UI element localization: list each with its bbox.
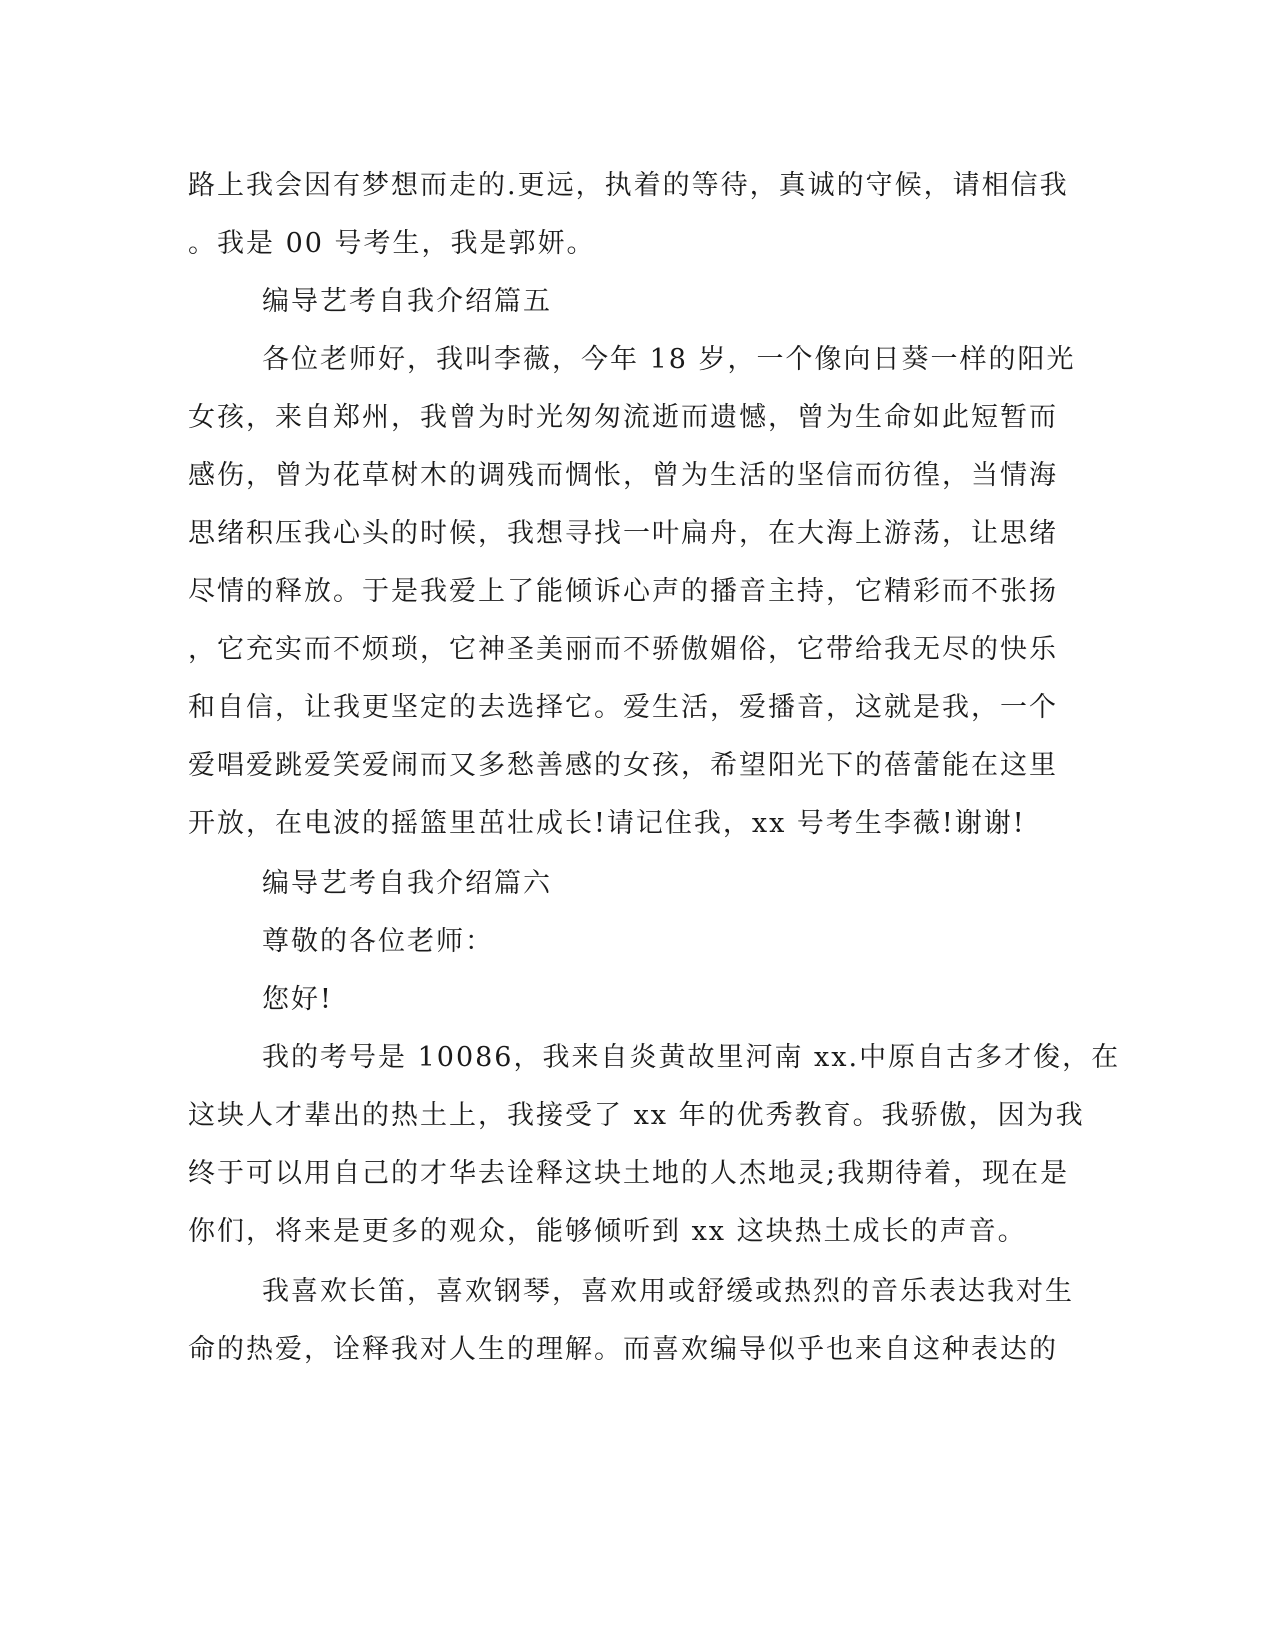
text-line: 思绪积压我心头的时候，我想寻找一叶扁舟，在大海上游荡，让思绪 [188,518,1058,549]
text-line: 。我是 00 号考生，我是郭妍。 [188,228,596,259]
salutation: 尊敬的各位老师： [262,926,494,957]
text-line: 终于可以用自己的才华去诠释这块土地的人杰地灵;我期待着，现在是 [188,1158,1070,1189]
text-line: 我喜欢长笛，喜欢钢琴，喜欢用或舒缓或热烈的音乐表达我对生 [262,1276,1074,1307]
text-line: 感伤，曾为花草树木的调残而惆怅，曾为生活的坚信而彷徨，当情海 [188,460,1058,491]
text-line: 你们，将来是更多的观众，能够倾听到 xx 这块热土成长的声音。 [188,1216,1027,1247]
text-line: 这块人才辈出的热土上，我接受了 xx 年的优秀教育。我骄傲，因为我 [188,1100,1085,1131]
text-line: 和自信，让我更坚定的去选择它。爱生活，爱播音，这就是我，一个 [188,692,1058,723]
text-line: 我的考号是 10086，我来自炎黄故里河南 xx.中原自古多才俊，在 [262,1042,1121,1073]
text-line: 开放，在电波的摇篮里茁壮成长!请记住我，xx 号考生李薇!谢谢! [188,808,1026,839]
text-line: 各位老师好，我叫李薇，今年 18 岁，一个像向日葵一样的阳光 [262,344,1076,375]
text-line: 尽情的释放。于是我爱上了能倾诉心声的播音主持，它精彩而不张扬 [188,576,1058,607]
text-line: 女孩，来自郑州，我曾为时光匆匆流逝而遗憾，曾为生命如此短暂而 [188,402,1058,433]
text-line: 命的热爱，诠释我对人生的理解。而喜欢编导似乎也来自这种表达的 [188,1334,1058,1365]
text-line: 路上我会因有梦想而走的.更远，执着的等待，真诚的守候，请相信我 [188,170,1069,201]
section-heading: 编导艺考自我介绍篇六 [262,868,552,899]
greeting: 您好! [262,984,333,1015]
section-heading: 编导艺考自我介绍篇五 [262,286,552,317]
text-line: 爱唱爱跳爱笑爱闹而又多愁善感的女孩，希望阳光下的蓓蕾能在这里 [188,750,1058,781]
text-line: ，它充实而不烦琐，它神圣美丽而不骄傲媚俗，它带给我无尽的快乐 [188,634,1058,665]
